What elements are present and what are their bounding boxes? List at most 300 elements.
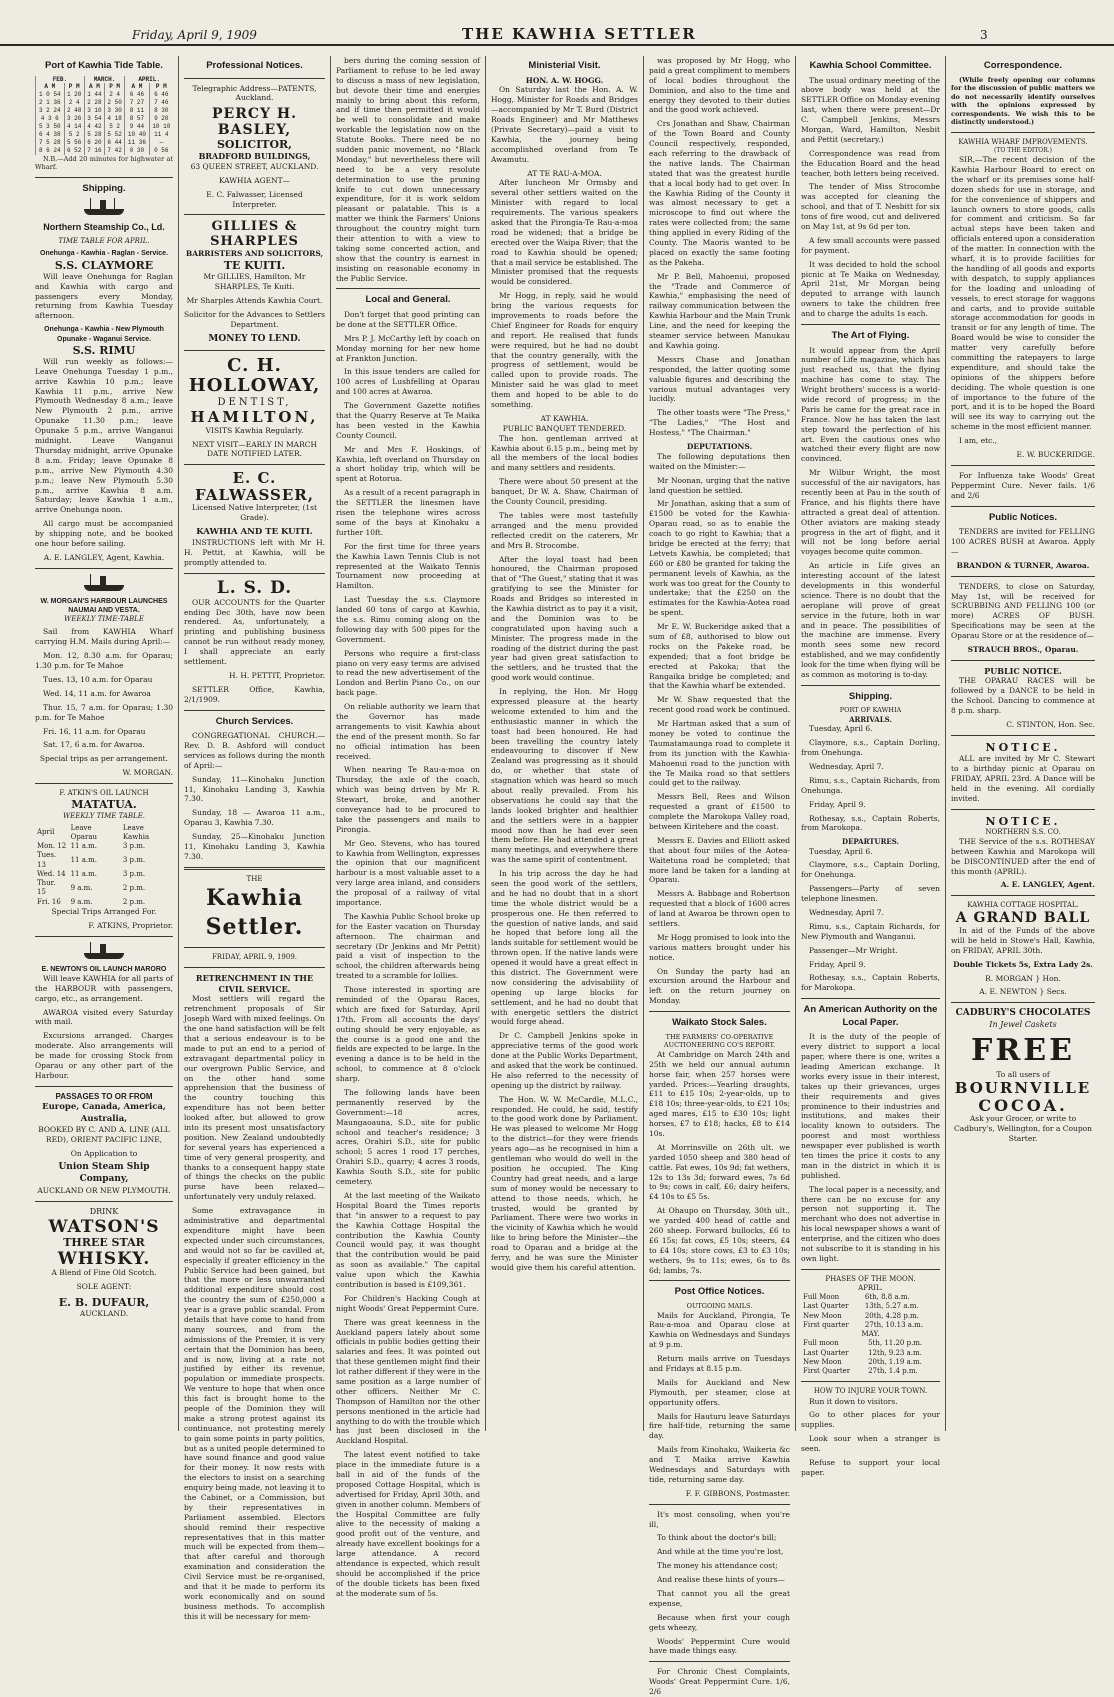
moon-row-cell: 12th, 9.23 a.m. [868, 1348, 922, 1357]
school-paragraph: It was decided to hold the school picnic at Te Maika on Wednesday, April 21st, Mr Morgan being deputed to arrange with launch owners to take the children free and to charge the adults 1s each. [801, 259, 940, 319]
holloway-role: DENTIST, [217, 396, 292, 408]
local-item: Mrs P. J. McCarthy left by coach on Monday morning for her new home at Frankton Junction. [336, 333, 480, 363]
banquet-paragraph: In replying, the Hon. Mr Hogg expressed pleasure at the hearty welcome extended to him and the enthusiastic manner in which the toast had been honoured. He had been travelling the country lately endeavouring to discover if New Zealand was progressing as it should do, or whether that state of stagnation which was heard so much about really prevailed. From his observations he could say that the lands looked brighter and healthier and the settlers were in a happier mood now than he had ever seen them before. He had attended a great many meetings, and everywhere there was the same spirit of contentment. [491, 687, 638, 865]
visit-heading: Ministerial Visit. [528, 60, 601, 71]
tide-row [36, 123, 174, 131]
watson-whisky: WHISKY. [57, 1248, 151, 1269]
departures-heading: DEPARTURES. [842, 837, 899, 847]
notice-3-heading: NOTICE. [985, 814, 1061, 828]
arrival-line: Tuesday, April 6. [809, 724, 873, 734]
tide-row-cell: 10 10 [149, 123, 173, 131]
moon-row [801, 1367, 940, 1376]
watson-dufaur: E. B. DUFAUR, [58, 1296, 150, 1309]
atkins-sign: F. ATKINS, Proprietor. [88, 920, 173, 930]
tide-col-header: A M [36, 83, 65, 91]
local-item: There was great keenness in the Auckland papers lately about some officials in public bodies getting their salaries and fees. It was pointed out that these gentlemen might find their lot rather different if they were in the same position as a large number of other officers. Neither Mr C. Thompson of Hamilton nor the other persons mentioned in the article had anything to do with the trouble which has just been disclosed in the Auckland Hospital. [336, 1317, 480, 1446]
tide-row-cell: — [149, 139, 173, 147]
ball-heading: A GRAND BALL [955, 909, 1091, 926]
tide-row-cell: 4 42 [84, 123, 104, 131]
rimu-note: All cargo must be accompanied by shipping note, and be booked one hour before sailing. [35, 519, 173, 548]
column-3 [330, 56, 485, 1598]
poem-line: The money his attendance cost; [657, 1561, 778, 1571]
tide-row-cell: 6 20 [84, 139, 104, 147]
tide-note: N.B.—Add 20 minutes for highwater at Wharf. [35, 154, 173, 172]
shipping-heading: Shipping. [82, 182, 126, 194]
deputation-paragraph: Mr Noonan, urging that the native land question be settled. [649, 475, 790, 495]
tide-row-cell: 3 30 [105, 107, 125, 115]
public-notice-heading: PUBLIC NOTICE. [984, 665, 1062, 676]
local-item: In this issue tenders are called for 100 acres of Lushfelling at Oparau and 100 acres at Awaroa. [336, 367, 480, 397]
claymore-heading: S.S. CLAYMORE [54, 258, 154, 272]
departure-line: Rothesay, s.s., Captain Roberts, for Marokopa. [801, 973, 940, 993]
issue-date: Friday, April 9, 1909 [132, 28, 257, 42]
american-heading: An American Authority on the Local Paper. [803, 1004, 938, 1028]
public-notice-text: THE OPARAU RACES will be followed by a DANCE to be held in the School. Dancing to commence at 8 p.m. sharp. [951, 676, 1095, 716]
rimu-heading: S.S. RIMU [72, 343, 136, 357]
cadbury-cocoa: COCOA. [978, 1095, 1068, 1115]
tide-col-header: P M [149, 83, 173, 91]
post-heading: Post Office Notices. [674, 1286, 765, 1298]
atkins-row-cell: 3 p.m. [122, 869, 146, 878]
moon-april: APRIL. [858, 1284, 883, 1292]
local-item: The following lands have been permanently reserved by the Government:—18 acres, Maungaoauna, S.D., site for public school and teacher's residence; 3 acres, Orahiri S.D., site for public school; 5 acres 1 rood 17 perches, Orahiri S.D., quarry; 4 acres 3 roods, Kawhia South S.D., site for public cemetery. [336, 1088, 480, 1187]
tide-row-cell: 6 44 [105, 139, 125, 147]
banquet-paragraph: The hon. gentleman arrived at Kawhia about 6.15 p.m., being met by all the members of the local bodies and many settlers and residents. [491, 433, 638, 473]
tide-row-cell: 3 26 [64, 115, 84, 123]
tide-row [36, 91, 174, 99]
school-paragraph: The tender of Miss Strocombe was accepted for cleaning the school, and that of T. Nesbitt for six tons of fire wood, cut and delivered on May 1st, at 9s 6d per ton. [801, 182, 940, 231]
tide-row-cell: 5 52 [105, 131, 125, 139]
shipping-heading-2: Shipping. [848, 690, 893, 702]
tide-row-cell: 8 6 24 [36, 147, 65, 155]
church-line: Sunday, 25—Kinohaku Junction 11, Kinohaku Landing 3, Kawhia 7.30. [184, 832, 325, 861]
tide-row-cell: 3 2 24 [36, 107, 65, 115]
wharf-sign: E. W. BUCKERIDGE. [1016, 449, 1095, 459]
atkins-row-cell: 11 a.m. [70, 842, 97, 851]
notice-3-sub: NORTHERN S.S. CO. [985, 827, 1061, 836]
passages-company: Union Steam Ship Company, [58, 1162, 150, 1185]
atkins-subheading: WEEKLY TIME TABLE. [62, 811, 146, 820]
tide-row-cell: 3 54 [84, 115, 104, 123]
launch-icon [80, 574, 128, 594]
post-paragraph: Mails for Hauturu leave Saturdays fire half-tide, returning the same day. [649, 1411, 790, 1441]
school-paragraph: A few small accounts were passed for payment. [801, 235, 940, 255]
tide-row [36, 131, 174, 139]
tide-row-cell: 6 52 [64, 147, 84, 155]
columns [30, 56, 1100, 1697]
gillies-money: MONEY TO LEND. [208, 333, 301, 344]
flying-paragraph: Mr Wilbur Wright, the most successful of the air navigators, has recently been at Pau in the south of France, and his flights there have attracted a great deal of attention. Other aviators are making steady progress in the art of flight, and it will not be long before aerial voyages become quite common. [801, 468, 940, 557]
atkins-row-cell: 11 a.m. [70, 856, 97, 865]
basley-name: PERCY H. BASLEY, [212, 106, 297, 138]
paper-nameplate: Kawhia Settler. [205, 885, 304, 941]
injure-line: Look sour when a stranger is seen. [801, 1434, 940, 1454]
school-paragraph: Correspondence was read from the Education Board and the head teacher, both letters being received. [801, 148, 940, 178]
paper-the: THE [246, 874, 263, 883]
ball-sign-1: R. MORGAN } Hon. [985, 973, 1061, 983]
poem-line: Woods' Peppermint Cure would have made things easy. [649, 1636, 790, 1656]
newton-text: Will leave KAWHIA for all parts of the HARBOUR with passengers, cargo, etc., as arrangement. [35, 973, 173, 1003]
passages-text: BOOKED BY C. AND A. LINE (ALL RED), ORIENT PACIFIC LINE, [38, 1124, 170, 1144]
page-number: 3 [980, 28, 988, 42]
paper-date: FRIDAY, APRIL 9, 1909. [211, 953, 298, 962]
tender-2: TENDERS, to close on Saturday, May 1st, will be received for SCRUBBING AND FELLING 100 (or more) ACRES OF BUSH. Specifications may be seen at the Oparau Store or at the residence of— [951, 581, 1095, 641]
tide-row-cell: 5 56 [64, 139, 84, 147]
tide-row-cell: 4 3 6 [36, 115, 65, 123]
school-heading: Kawhia School Committee. [809, 60, 932, 71]
departure-line: Friday, April 9. [809, 959, 866, 969]
moon-row-cell: 13th, 5.27 a.m. [864, 1302, 919, 1311]
correspondence-note: (While freely opening our columns for the discussion of public matters we do not necessarily identify ourselves with the opinions expressed by correspondents. We wish this to be distinctly understood.) [951, 75, 1095, 127]
tide-row-cell: 2 4 [105, 91, 125, 99]
atkins-name: MATATUA. [71, 798, 137, 812]
holloway-town: HAMILTON, [190, 408, 319, 427]
stock-paragraph: At Ohaupo on Thursday, 30th ult., we yarded 400 head of cattle and 260 sheep. Forward bullocks, £6 to £6 15s; fat cows, £5 10s; steers, £4 to £4 10s; store cows, £3 to £3 10s; wethers, 9s to 11s; ewes, 6s to 8s 6d; lambs, 7s. [649, 1206, 790, 1275]
atkins-row-cell: 3 p.m. [122, 856, 146, 865]
cadbury-sub: In Jewel Caskets [989, 1020, 1057, 1030]
watson-agent: SOLE AGENT: [76, 1282, 132, 1292]
atkins-row [35, 898, 173, 907]
falwasser-town: KAWHIA AND TE KUITI. [196, 527, 313, 538]
tide-title: Port of Kawhia Tide Table. [45, 60, 163, 71]
moon-row-cell: Last Quarter [803, 1302, 849, 1311]
cadbury-users: To all users of [996, 1070, 1050, 1080]
passages-sub: Europe, Canada, America, Australia, [42, 1102, 166, 1124]
nsc-heading: Northern Steamship Co., Ld. [43, 222, 165, 233]
deputation-paragraph: Messrs A. Babbage and Robertson requested that a block of 1600 acres of land at Awaroa be thrown open to settlers. [649, 889, 790, 929]
banquet-continued-paragraph: Mr P. Bell, Mahoenui, proposed the "Trade and Commerce of Kawhia," emphasising the need of railway communication between the Kawhia Harbour and the Main Trunk Line, and the need for keeping the steamer service between Manukau and Kawhia going. [649, 271, 791, 350]
moon-row [801, 1293, 940, 1302]
morgan-line: Sat. 17, 6 a.m. for Awaroa. [43, 740, 145, 750]
ball-text: In aid of the Funds of the above will be held in Stowe's Hall, Kawhia, on FRIDAY, APRIL 30th. [951, 926, 1095, 955]
tide-row-cell: 8 57 [125, 115, 149, 123]
deputation-paragraph: Mr Hogg promised to look into the various matters brought under his notice. [649, 932, 790, 962]
column-2 [178, 56, 330, 1621]
deputation-paragraph: Mr Hartman asked that a sum of money be voted to continue the Taumatamaunga road to complete it from its junction with the Kawhia-Mahoenui road to the junction with the Te Maika road so that settlers could get to the railway. [649, 719, 790, 788]
local-item: On reliable authority we learn that the Governor has made arrangements to visit Kawhia about the end of the present month. So far no official intimation has been received. [336, 702, 480, 761]
departure-line: Passengers—Party of seven telephone linesmen. [801, 884, 940, 904]
stock-subheading: THE FARMERS' CO-OPERATIVE AUCTIONEERING CO'S REPORT. [663, 1032, 776, 1050]
tide-col-header: P M [105, 83, 125, 91]
departure-line: Claymore, s.s., Captain Dorling, for Onehunga. [801, 860, 940, 880]
watson-name: WATSON'S [48, 1216, 160, 1237]
gillies-note: Mr Sharples Attends Kawhia Court. [186, 295, 323, 305]
gillies-partners: Mr GILLIES, Hamilton. Mr SHARPLES, Te Kuiti. [203, 272, 306, 291]
tide-row-cell: 7 46 [149, 99, 173, 107]
tide-row-cell: 7 5 28 [36, 139, 65, 147]
atkins-row-cell: 11 a.m. [70, 869, 97, 878]
basley-agent-2: E. C. Falwasser, Licensed Interpreter. [206, 189, 303, 209]
local-item: Mr and Mrs F. Hoskings, of Kawhia, left overland on Thursday on a short holiday trip, which will be spent at Rotorua. [336, 444, 480, 484]
american-paragraph: The local paper is a necessity, and there can be no excuse for any person not supporting it. The merchant who does not advertise in his local newspaper shows a want of enterprise, and the citizen who does not subscribe to it is standing in his own light. [801, 1184, 940, 1263]
tide-col-header: A M [84, 83, 104, 91]
tide-row-cell: 6 4 38 [36, 131, 65, 139]
atkins-col: Leave Oparau [70, 823, 97, 842]
local-item: As a result of a recent paragraph in the SETTLER the linesmen have risen the telephone wires across some of the bays at Kinohaku a further 10ft. [336, 488, 480, 537]
stock-paragraph: At Cambridge on March 24th and 25th we held our annual autumn horse fair, when 257 horses were yarded. Prices:—Yearling draughts, £11 to £15 10s; 2-year-olds, up to £18 10s; three-year-olds, to £21 10s; aged mares, £15 to £30 10s; light horses, £7 to £18; hacks, £8 to £14 10s. [649, 1049, 790, 1138]
kawhia-heading: AT KAWHIA. [540, 413, 589, 423]
basley-street: 63 QUEEN STREET, AUCKLAND. [190, 161, 319, 171]
arrival-line: Rimu, s.s., Captain Richards, from Onehunga. [801, 775, 940, 795]
church-text: CONGREGATIONAL CHURCH.—Rev. D. B. Ashford will conduct services as follows during the month of April:— [184, 731, 325, 770]
atkins-row [35, 842, 173, 851]
morgan-line: Wed. 14, 11 a.m. for Awaroa [43, 688, 151, 698]
tide-row-cell: 7 42 [105, 147, 125, 155]
injure-line: Refuse to support your local paper. [801, 1458, 940, 1477]
tide-table [35, 76, 173, 155]
basley-agent: KAWHIA AGENT— [218, 175, 291, 185]
church-heading: Church Services. [215, 715, 294, 727]
moon-row-cell: Last Quarter [803, 1348, 849, 1357]
lsd-office: SETTLER Office, Kawhia, 2/1/1909. [184, 684, 325, 704]
banquet-paragraph: The tables were most tastefully arranged and the menu provided reflected credit on the caterers, Mr and Mrs B. Strocombe. [491, 510, 638, 550]
post-paragraph: Mails for Auckland, Pirongia, Te Rau-a-moa and Oparau close at Kawhia on Wednesdays and Sundays at 9 p.m. [649, 1310, 790, 1350]
tide-row [36, 147, 174, 155]
editorial-heading: RETRENCHMENT IN THE CIVIL SERVICE. [195, 973, 314, 994]
injure-line: Go to other places for your supplies. [801, 1410, 940, 1430]
rimu-text: Will run weekly as follows:—Leave Onehunga Tuesday 1 p.m., arrive Kawhia 10 p.m.; leave Kawhia 11 p.m., arrive New Plymouth Wednesday 8 a.m.; leave New Plymouth 2 p.m., arrive Opunake 11.30 p.m.; leave Opunake 5 p.m., arrive Wanganui midnight. Leave Wanganui Thursday midnight, arrive Opunake 8 a.m. Friday; leave Opunake 8 p.m., arrive New Plymouth 4.30 p.m.; leave New Plymouth 5.30 p.m., arrive Kawhia 8 a.m. Saturday; leave Kawhia 1 a.m., arrive Onehunga noon. [35, 356, 173, 515]
banquet-paragraph: The Hon. W. W. McCardle, M.L.C., responded. He could, he said, testify to the good work done by Parliament. He was pleased to welcome Mr Hogg to the district—for they were friends years ago—as he recognised in him a gentleman who would do well in the position he occupied. The King Country had great needs, and a large sum of money would be necessary to attend to those needs, which, he trusted, would be granted by Parliament. There were two works in the vicinity of Kawhia which he would like to bring before the Minister—the road to Oparau and a bridge at the ferry, and he was sure the Minister would give them his careful attention. [491, 1094, 638, 1272]
gillies-note-2: Solicitor for the Advances to Settlers Department. [184, 309, 325, 329]
raumoa-heading: AT TE RAU-A-MOA. [527, 168, 602, 178]
morgan-line: Thur. 15, 7 a.m. for Oparau; 1.30 p.m. for Te Mahoe [35, 702, 173, 722]
deputation-paragraph: Messrs Bell, Rees and Wilson requested a grant of £1500 to complete the Marokopa Valley road, between Kiritehere and the coast. [649, 792, 790, 832]
falwasser-role: Licensed Native Interpreter, (1st Grade). [191, 503, 318, 523]
editorial-paragraph: Some extravagance in administrative and departmental expenditure might have been expected under such circumstances, and would not so far be cavilled at, especially if greater efficiency in the Public Service had been gained, but that the more or less unwarranted additional expenditure should cost the country the sum of £250,000 a year is a grave public scandal. From details that have come to hand from many sources, and from the admissions of the Premier, it is very certain that the Dominion has been, and is now, living at a rate not justified by either its revenue, population or immediate prospects. We venture to hope that when once this fact is brought home to the people of the Dominion they will make a strong protest against its continuance, not protesting merely to gain some points in party politics, but as a united people determined to have sound finance and good value for their money. It now rests with the electors to insist on a searching enquiry being made, not leaving it to the Cabinet, or a Commission, but by their representatives in Parliament assembled. Electors should remind their respective representatives that in this matter much will be expected from them—that after careful and thorough examination and consideration the Civil Service must be re-organised, and that it be made to perform its work economically and on sound business methods. To accomplish this it will be necessary for mem- [184, 1206, 325, 1621]
passages-addr: AUCKLAND OR NEW PLYMOUTH. [37, 1186, 171, 1196]
column-4 [485, 56, 643, 1431]
local-item: For Children's Hacking Cough at night Woods' Great Peppermint Cure. [336, 1293, 480, 1313]
tide-row-cell: 2 50 [105, 99, 125, 107]
tide-row [36, 107, 174, 115]
local-item: At the last meeting of the Waikato Hospital Board the Times reports that "in answer to a request to pay the Kawhia Cottage Hospital the contribution the Kawhia County Council would pay, it was thought that the contribution would be paid as soon as available." The capital value upon which the Kawhia contribution is based is £109,361. [336, 1190, 480, 1289]
watson-blend: A Blend of Fine Old Scotch. [51, 1268, 157, 1278]
stock-paragraph: At Morrinsville on 26th ult. we yarded 1050 sheep and 380 head of cattle. Fat ewes, 10s 9d; fat wethers, 12s to 13s 3d; forward ewes, 7s 6d to 9s; cows in calf, £6; dairy heifers, £4 10s to £5 5s. [649, 1142, 790, 1202]
atkins-row-cell: 2 p.m. [122, 897, 146, 906]
lsd-text: OUR ACCOUNTS for the Quarter ending Dec 30th, have now been rendered. As, unfortunately, a printing and publishing business cannot be run without ready money, I shall appreciate an early settlement. [184, 597, 325, 667]
poem-line: It's most consoling, when you're ill, [649, 1509, 790, 1529]
holloway-name: C. H. HOLLOWAY, [188, 355, 321, 397]
poem-line: And realise these hints of yours— [657, 1575, 785, 1585]
post-sign: F. F. GIBBONS, Postmaster. [685, 1488, 790, 1498]
departure-line: Passenger—Mr Wright. [809, 945, 898, 955]
tide-row-cell: 0 30 [125, 147, 149, 155]
flying-paragraph: It would appear from the April number of Life magazine, which has just reached us, that the flying machine has come to stay. The Wright brothers' success is a world-wide record of progress; in the Paris he came for the great race in France. Now he has taken the last step toward the perfection of his art. Even the cautious ones who watched their every flight are now convinced. [801, 345, 940, 464]
watson-drink: DRINK [89, 1207, 119, 1217]
local-item: The Kawhia Public School broke up for the Easter vacation on Thursday afternoon. The chairman and secretary (Dr Jenkins and Mr Pettit) paid a visit of inspection to the school, the children afterwards being treated to a scramble for lollies. [336, 911, 480, 981]
morgan-note: Special trips as per arrangement. [39, 754, 169, 764]
poem-line: That cannot you all the great expense, [649, 1589, 790, 1608]
public-notice-sign: C. STINTON, Hon. Sec. [1006, 719, 1095, 729]
tide-row-cell: 8 30 [149, 107, 173, 115]
poem-line: Because when first your cough gets wheezy, [649, 1612, 790, 1632]
gillies-town: TE KUITI. [223, 258, 286, 272]
tender-2-sign: STRAUCH BROS., Oparau. [967, 644, 1079, 654]
deputations-heading: DEPUTATIONS. [686, 441, 753, 451]
influenza-ad: For Influenza take Woods' Great Peppermint Cure. Never fails. 1/6 and 2/6 [951, 470, 1095, 500]
gillies-name: GILLIES & SHARPLES [210, 219, 299, 249]
notice-2-text: ALL are invited by Mr C. Stewart to a birthday picnic at Oparau on FRIDAY, APRIL 23rd. A Dance will be held in the evening. All cordially invited. [951, 754, 1095, 803]
atkins-row-cell: 9 a.m. [70, 897, 93, 906]
atkins-row-cell: 9 a.m. [70, 883, 93, 892]
tide-row [36, 99, 174, 107]
banquet-paragraph: There were about 50 present at the banquet, Dr W. A. Shaw, Chairman of the County Council, presiding. [491, 477, 638, 507]
departure-line: Tuesday, April 6. [809, 846, 873, 856]
local-item: Mr Geo. Stevens, who has toured to Kawhia from Wellington, expresses the opinion that our magnificent harbour is a most valuable asset to a very large area inland, and considers the proposal of a railway of vital importance. [336, 838, 480, 907]
tide-row-cell: 4 14 [64, 123, 84, 131]
tide-row-cell: 2 1 36 [36, 99, 65, 107]
arrival-line: Rothesay, s.s., Captain Roberts, from Marokopa. [801, 813, 940, 833]
local-item: The latest event notified to take place in the immediate future is a ball in aid of the funds of the proposed Cottage Hospital, which is advertised for Friday, April 30th, and given in another column. Members of the Hospital Committee are fully alive to the necessity of making a good profit out of the venture, and already have excellent bookings for a large attendance. A record attendance is expected, which result should be accomplished if the price of the double tickets has been fixed at the moderate sum of 5s. [336, 1450, 480, 1598]
lsd-heading: L. S. D. [216, 578, 293, 599]
tide-row-cell: 4 18 [105, 115, 125, 123]
tide-row-cell: 2 48 [64, 107, 84, 115]
tide-row-cell: 2 4 [64, 99, 84, 107]
holloway-next: NEXT VISIT—EARLY IN MARCH DATE NOTIFIED LATER. [191, 439, 318, 459]
notice-3-sign: A. E. LANGLEY, Agent. [1000, 880, 1095, 890]
visit-paragraph: On Saturday last the Hon. A. W. Hogg, Minister for Roads and Bridges—accompanied by Mr T. Burd (District Roads Engineer) and Mr Matthews (Private Secretary)—paid a visit to Kawhia, the journey being accomplished overland from Te Awamutu. [491, 85, 638, 164]
tender-1-sign: BRANDON & TURNER, Awaroa. [956, 560, 1090, 570]
tide-row-cell: 3 10 [84, 107, 104, 115]
moon-row-cell: First Quarter [803, 1367, 851, 1376]
atkins-row-cell: Mon. 12 [37, 842, 67, 851]
tide-row-cell: 2 28 [84, 99, 104, 107]
banquet-continued-paragraph: The other toasts were "The Press," "The Ladies," "The Host and Hostess," "The Chairman." [649, 408, 790, 438]
notice-3-text: THE Service of the s.s. ROTHESAY between Kawhia and Marokopa will be DISCONTINUED after the end of this month (APRIL). [951, 836, 1095, 876]
moon-row [801, 1339, 940, 1348]
nsc-subheading: TIME TABLE FOR APRIL. [58, 237, 150, 246]
atkins-row-cell: Wed. 14 [37, 869, 66, 878]
tide-row-cell: 7 27 [125, 99, 149, 107]
atkins-row-cell: Thur. 15 [37, 879, 56, 897]
tide-row-cell: 1 0 54 [36, 91, 65, 99]
falwasser-text: INSTRUCTIONS left with Mr H. H. Pettit, at Kawhia, will be promptly attended to. [184, 538, 325, 568]
professional-heading: Professional Notices. [206, 60, 303, 71]
passages-apply: On Application to [70, 1148, 138, 1158]
newton-heading: E. NEWTON'S OIL LAUNCH MARORO [41, 965, 167, 973]
morgan-line: Mon. 12, 8.30 a.m. for Oparau; 1.30 p.m. for Te Mahoe [35, 651, 173, 671]
tide-row-cell: 5 28 [84, 131, 104, 139]
column-6 [795, 56, 945, 1477]
moon-may: MAY. [861, 1330, 880, 1339]
tide-row-cell: 0 56 [149, 147, 173, 155]
rimu-agent: A. E. LANGLEY, Agent, Kawhia. [43, 552, 165, 562]
atkins-row [35, 879, 173, 897]
moon-heading: PHASES OF THE MOON. [825, 1274, 916, 1283]
column-7 [945, 56, 1100, 1431]
tide-row-cell: 8 11 [125, 107, 149, 115]
atkins-col: April [37, 828, 55, 837]
public-notices-heading: Public Notices. [988, 511, 1058, 523]
american-paragraph: It is the duty of the people of every district to support a local paper, where there is one, writes a leading American exchange. It works every issue in their interest, takes up their grievances, urges their requirements and gives prominence to their industries and institutions, and makes their locality known to outsiders. The poorest and most worthless newspaper ever published is worth ten times the price it costs to any man in the district in which it is published. [801, 1032, 940, 1180]
post-paragraph: Mails for Auckland and New Plymouth, per steamer, close at opportunity offers. [649, 1377, 790, 1407]
wharf-paragraph: SIR,—The recent decision of the Kawhia Harbour Board to erect on the wharf or its premises some half-dozen sheds for use in storage, and for the convenience of shippers and launch owners to store goods, calls for comment and criticism. So far actual steps have been taken and officials entered upon a consideration of the matter. In connection with the wharf, it is to provide facilities for the handling of all goods and exports with despatch, to supply appliances for the loading and unloading of vessels, to erect storage for waggons and carts, and to provide suitable storage accommodation for goods in transit or for any length of time. The Board would be wise to consider the matter very carefully before committing the ratepayers to large expenditure, and should take the opinions of the shippers before deciding. The whole question is one of importance to the future of the port, and it is to be hoped the Board will see its way to carrying out the scheme in the most efficient manner. [951, 155, 1095, 432]
tide-row-cell: 9 20 [149, 115, 173, 123]
departure-line: Wednesday, April 7. [809, 907, 884, 917]
basley-role: SOLICITOR, [216, 138, 293, 152]
moon-row-cell: 20th, 1.19 a.m. [868, 1357, 922, 1366]
banquet-paragraph: After the loyal toast had been honoured, the Chairman proposed that of "The Guest," stating that it was gratifying to see the Minister for Roads and Bridges so interested in the Kawhia district as to pay it a visit, and the Dominion was to be congratulated upon having such a Minister. The progress made in the roading of the district during the past year had given great satisfaction to the settlers, and he trusted that the good work would continue. [491, 554, 638, 683]
oil-launch-icon [80, 942, 128, 962]
moon-row-cell: First quarter [803, 1320, 849, 1329]
tide-row-cell: 5 2 [64, 131, 84, 139]
banquet-paragraph: Dr C. Campbell Jenkins spoke in appreciative terms of the good work done at the Public Works Department, and asked that the work be continued. He also referred to the necessity of opening up the district by railway. [491, 1031, 638, 1090]
watson-star: THREE STAR [63, 1236, 145, 1250]
hospital-heading: KAWHIA COTTAGE HOSPITAL. [967, 901, 1079, 910]
tender-1: TENDERS are invited for FELLING 100 ACRES BUSH at Awaroa. Apply— [951, 527, 1095, 556]
moon-row-cell: 5th, 11.20 p.m. [868, 1339, 923, 1348]
tide-row-cell: 5 2 [105, 123, 125, 131]
atkins-row-cell: 3 p.m. [122, 842, 146, 851]
morgan-sign: W. MORGAN. [122, 768, 173, 778]
basley-telegraphic: Telegraphic Address—PATENTS, Auckland. [192, 83, 317, 103]
wharf-to: (TO THE EDITOR.) [994, 147, 1052, 155]
tide-row-cell: 1 44 [84, 91, 104, 99]
banquet-continued-paragraph: Messrs Chase and Jonathan responded, the latter quoting some valuable figures and describing the various mutual advantages very lucidly. [649, 354, 790, 404]
basley-building: BRADFORD BUILDINGS, [198, 151, 311, 162]
moon-row [801, 1312, 940, 1321]
nsc-route: Onehunga - Kawhia - Raglan - Service. [40, 250, 168, 258]
moon-row-cell: 6th, 8.8 a.m. [864, 1293, 910, 1302]
banquet-heading: PUBLIC BANQUET TENDERED. [502, 423, 627, 433]
steamship-icon [80, 198, 128, 218]
tide-col-header: P M [64, 83, 84, 91]
cadbury-ask: Ask your Grocer, or write to Cadbury's, Wellington, for a Coupon Starter. [954, 1114, 1092, 1144]
local-item: Last Tuesday the s.s. Claymore landed 60 tons of cargo at Kawhia, the s.s. Rimu coming along on the following day with 500 pipes for the Government. [336, 595, 480, 644]
local-item: When nearing Te Rau-a-moa on Thursday, the axle of the coach, which was being driven by Mr R. Stewart, broke, and another conveyance had to be procured to take the passengers and mails to Pirongia. [336, 765, 480, 834]
passages-heading: PASSAGES TO OR FROM [55, 1091, 153, 1101]
stock-heading: Waikato Stock Sales. [672, 1017, 767, 1029]
morgan-line: Tues. 13, 10 a.m. for Oparau [43, 675, 153, 684]
moon-row-cell: Full moon [803, 1339, 839, 1348]
masthead [0, 22, 1114, 46]
tide-month: FEB. [36, 76, 85, 84]
tide-month: APRIL. [125, 76, 173, 84]
tide-row-cell: 1 20 [64, 91, 84, 99]
tide-row-cell: 7 16 [84, 147, 104, 155]
morgan-subheading: WEEKLY TIME-TABLE [64, 615, 144, 624]
tide-row-cell: 11 36 [125, 139, 149, 147]
local-item: The Government Gazette notifies that the Quarry Reserve at Te Maika has been vested in the Kawhia County Council. [336, 401, 480, 440]
cadbury-free: FREE [971, 1032, 1075, 1068]
tide-row-cell: 10 40 [125, 131, 149, 139]
cadbury-bournville: BOURNVILLE [954, 1079, 1092, 1098]
tide-row-cell: 5 3 50 [36, 123, 65, 131]
paper-title: THE KAWHIA SETTLER [462, 25, 697, 43]
tide-row-cell: 6 46 [125, 91, 149, 99]
column-1 [30, 56, 178, 1431]
morgan-line: Fri. 16, 11 a.m. for Oparau [43, 726, 146, 736]
nsc-route-2: Onehunga - Kawhia - New Plymouth Opunake - Waganui Service. [44, 326, 164, 343]
atkins-table [35, 824, 173, 907]
deputation-paragraph: Mr Jonathan, asking that a sum of £1500 be voted for the Kawhia-Oparau road, so as to enable the coach to go right to Kawhia; that a bridge be erected at the ferry; that Letvets Kawhia, be completed; that £60 or £80 be granted for taking the permanent levels of Kawhia, as the work was too great for the County to undertake; that the £250 on the estimates for the Kawhia-Aotea road be spent. [649, 499, 790, 618]
atkins-heading: F. ATKIN'S OIL LAUNCH [59, 789, 149, 798]
arrival-line: Friday, April 9. [809, 799, 866, 809]
school-paragraph: The usual ordinary meeting of the above body was held at the SETTLER Office on Monday evening last, when there were present—Dr C. Campbell Jenkins, Messrs Morgan, Ward, Hamilton, Nesbit and Pettit (secretary.) [801, 75, 940, 144]
moon-row-cell: 27th, 10.13 a.m. [864, 1320, 924, 1329]
arrival-line: Wednesday, April 7. [809, 761, 884, 771]
raumoa-paragraph: Mr Hogg, in reply, said he would bring the various requests for improvements to roads before the Chief Engineer for Roads for enquiry and report. He realised that funds were required, but he had no doubt that the country generally, with the progress of settlement, would be called upon to provide roads. The Minister said he was glad to meet them and hoped to be able to do something. [491, 291, 638, 410]
visit-sub: HON. A. W. HOGG. [525, 75, 604, 85]
deputation-paragraph: The following deputations then waited on the Minister:— [649, 451, 790, 471]
chronic-ad: For Chronic Chest Complaints, Woods' Great Peppermint Cure. 1/6, 2/6 [649, 1667, 790, 1697]
tide-month: MARCH. [84, 76, 124, 84]
newton-excursion: Excursions arranged. Charges moderate. Also arrangements will be made for crossing Stock from Oparau or any other part of the Harbour. [35, 1031, 173, 1080]
holloway-visits: VISITS Kawhia Regularly. [205, 425, 304, 435]
tide-row-cell: 6 46 [149, 91, 173, 99]
local-item: Those interested in sporting are reminded of the Oparau Races, which are fixed for Saturday, April 17th. From all accounts the days' outing should be very enjoyable, as the course is a good one and the fields are expected to be large. In the evening a dance is to be held in the school, to commence at 8 o'clock sharp. [336, 985, 480, 1084]
editorial-paragraph: Most settlers will regard the retrenchment proposals of Sir Joseph Ward with mixed feelings. On the one hand satisfaction will be felt that a serious endeavour is to be made to put an end to a period of extravagant departmental policy in our overgrown Public Service, and on the other hand some apprehension that the business of the country touching this expenditure has not been better looked after, but allowed to grow into its present most unsatisfactory position. New Zealand undoubtedly for several years has experienced a time of very general prosperity, and thanks to a consequent happy state of things the checks on the public purse have been relaxed—unfortunately very unduly relaxed. [184, 994, 325, 1202]
